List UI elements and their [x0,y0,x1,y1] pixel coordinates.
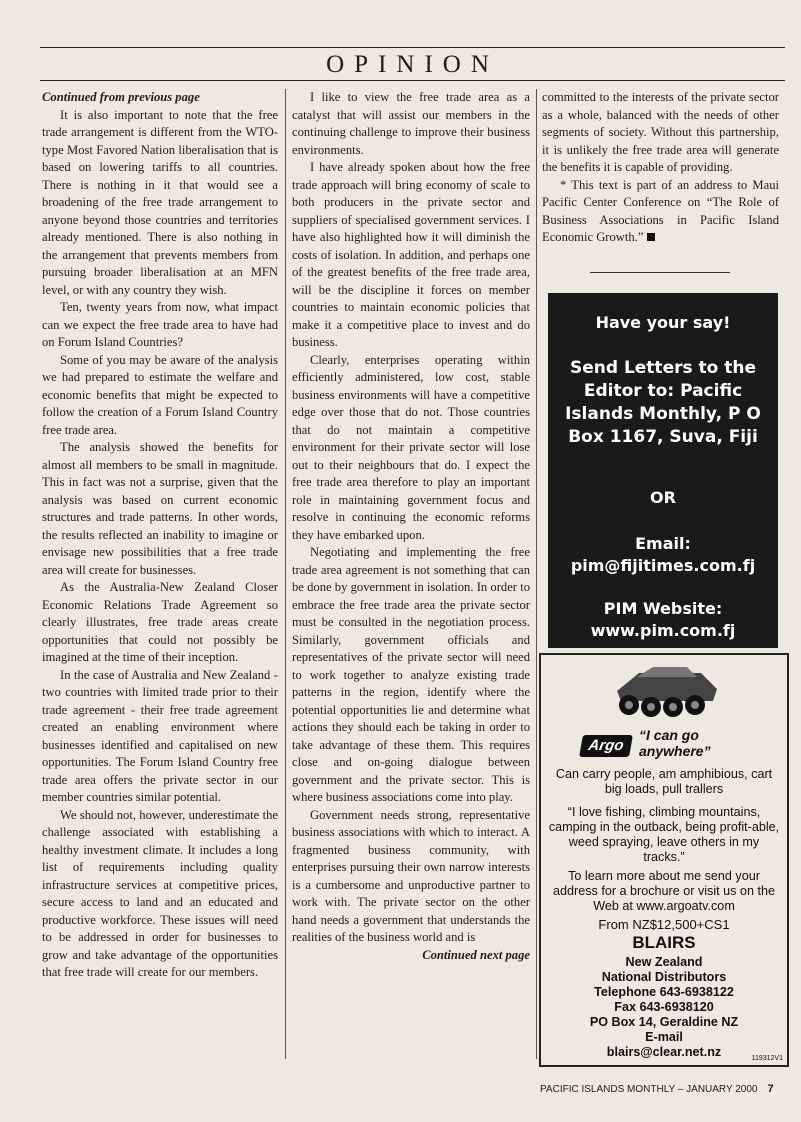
section-header [40,50,785,80]
column-divider [285,89,286,1059]
top-rule [40,47,785,48]
ad-or: OR [650,488,676,507]
paragraph: Government needs strong, representative business associations with which to interact. A fragmented business community, with enterprises pursuing their own narrow interests is a cumbersome and unproductive partner to work with. The private sector on the other hand needs a government that understands the realities of the business world and is [292,807,530,944]
article-column-3 [542,89,779,247]
paragraph: Some of you may be aware of the analysis we had prepared to estimate the welfare and economic benefits that might be expected to follow the creation of a Forum Island Country free trade area. [42,352,278,437]
argo-quote: “I love fishing, climbing mountains, camping in the outback, being profit-able, weed spraying, leave others in my tracks.” [548,805,780,864]
paragraph: We should not, however, underestimate the challenge associated with establishing a healthy investment climate. It includes a long list of requirements including quality infrastructure services at competitive prices, secure access to land and an educated and productive workforce. These issues will need to be addressed in order for businesses to grow and take advantage of the opportunities that free trade will create for our members. [42,807,278,979]
article-column-1 [42,89,278,982]
footer-publication: PACIFIC ISLANDS MONTHLY – JANUARY 2000 [540,1084,758,1095]
ad-email: Email: pim@fijitimes.com.fj [570,534,756,575]
paragraph: It is also important to note that the free trade arrangement is different from the WTO-type Most Favored Nation liberalisation that is based on lowering tariffs to all countries. There is nothing in it that would see a broadening of the free trade arrangement to anyone beyond those countries and territories already mentioned. There is also nothing in the arrangement that prevents members from pursuing broader liberalisation at an MFN level, or with any country they wish. [42,107,278,297]
short-divider [590,272,730,273]
paragraph: Negotiating and implementing the free trade area agreement is not something that can be done by government in isolation. In order to embrace the free trade area the private sector must be consulted in the negotiation process. Similarly, government officials and representatives of the private sector will need to work together to analyze existing trade patterns in the region, identify where the potential opportunities lie and determine what actions they should each be taking in order to take advantage of these them. This requires close and on-going dialogue between government and the private sector. This is where business associations come into play. [292,545,530,804]
paragraph: The analysis showed the benefits for almost all members to be small in magnitude. This in fact was not a surprise, given that the analysis was based on current economic structures and trade patterns. In other words, the results reflected an inability to imagine or envisage new possibilities that a free trade area will create for businesses. [42,440,278,577]
continued-next-label: Continued next page [422,947,530,962]
paragraph: committed to the interests of the private sector as a whole, balanced with the needs of other segments of society. Without this partnership, it is unlikely the free trade area will generate the benefits it is capable of providing. [542,90,779,174]
argo-brand: BLAIRS [632,933,696,952]
page-number: 7 [767,1083,774,1095]
paragraph: Ten, twenty years from now, what impact can we expect the free trade area to have had on Forum Island Countries? [42,300,278,349]
ad-website: PIM Website: www.pim.com.fj [590,599,736,640]
letters-advert [548,293,778,648]
argo-slogan: “I can go anywhere” [639,727,711,759]
ad-code: 119312V1 [751,1055,783,1062]
continued-from-label: Continued from previous page [42,90,200,104]
argo-advert [539,653,789,1067]
column-divider [536,89,537,1059]
vehicle-image [609,661,724,723]
argo-price: From NZ$12,500+CS1 [598,917,730,932]
paragraph: I have already spoken about how the free trade approach will bring economy of scale to both producers in the private sector and suppliers of specialised government services. I have also highlighted how it will diminish the costs of isolation. In addition, and perhaps one of the greatest benefits of the free trade area, will be the discipline it forces on member countries to maintain economic policies that make it a competitive place to invest and do business. [292,160,530,349]
paragraph: In the case of Australia and New Zealand - two countries with limited trade prior to their trade agreement - their free trade agreement created an enabling environment where businesses identified and capitalised on new opportunities. The Forum Island Country free trade area offers the private sector in our member countries similar potential. [42,667,278,804]
article-column-2 [292,89,530,964]
ad-headline: Have your say! [595,313,731,332]
paragraph: As the Australia-New Zealand Closer Economic Relations Trade Agreement so clearly illustrates, free trade areas create opportunities that could not possibly be imagined at the time of their inception. [42,580,278,664]
argo-contact: New Zealand National Distributors Telephone 643-6938122 Fax 643-6938120 PO Box 14, Geraldine NZ E-mail blairs@clear.net.nz [589,955,739,1059]
end-mark-icon [647,233,655,241]
argo-logo: Argo [579,735,633,757]
paragraph: I like to view the free trade area as a catalyst that will assist our members in the continuing challenge to improve their business environments. [292,90,530,157]
header-rule [40,80,785,81]
section-title: OPINION [326,51,499,78]
paragraph: Clearly, enterprises operating within efficiently administered, low cost, stable business environments will have a competitive edge over those that do not. Those countries that do not maintain a competitive environment for their private sector will lose out to their neighbours that do. I expect the free trade area therefore to play an important role in maintaining government focus and resolve in continuing the economic reforms they have embarked upon. [292,352,530,542]
page-footer [540,1083,790,1095]
argo-cta: To learn more about me send your address for a brochure or visit us on the Web at www.argoatv.com [553,869,775,913]
ad-address: Send Letters to the Editor to: Pacific Islands Monthly, P O Box 1167, Suva, Fiji [565,358,761,447]
argo-description: Can carry people, am amphibious, cart big loads, pull trallers [555,767,773,796]
footnote: * This text is part of an address to Maui Pacific Center Conference on “The Role of Business Associations in Pacific Island Economic Growth.” [542,177,779,244]
